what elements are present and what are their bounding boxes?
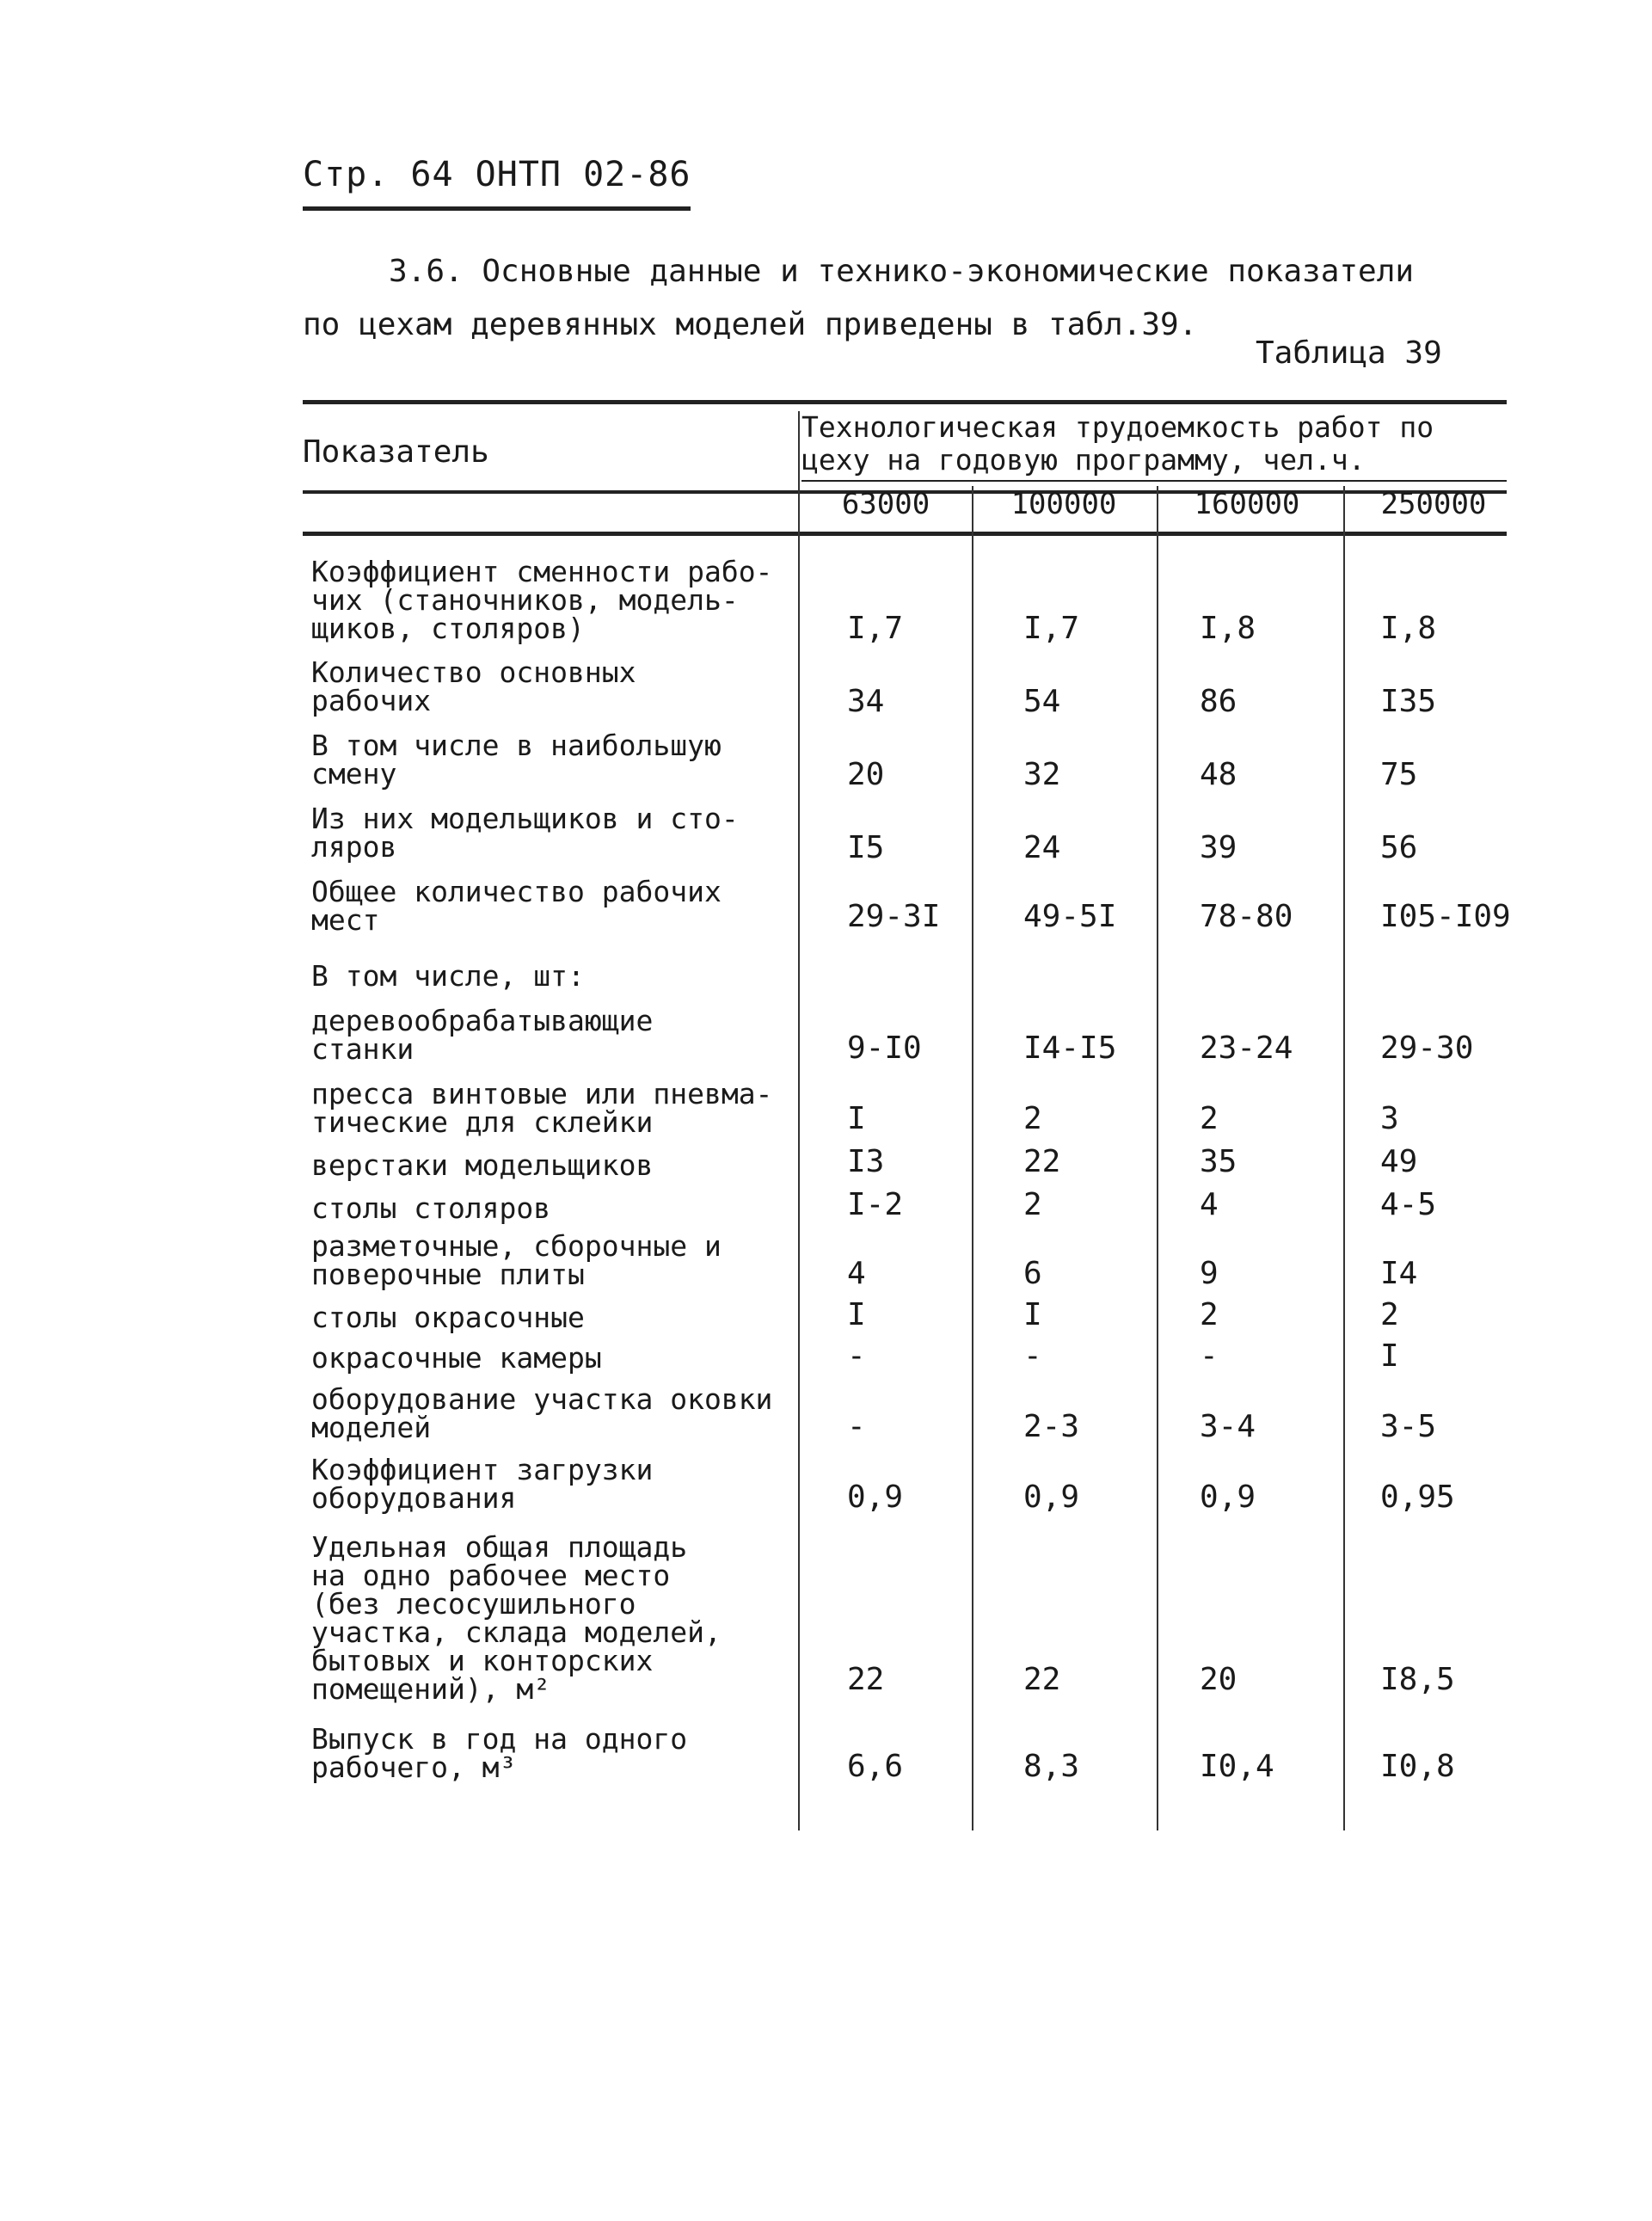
indicator-column-header: Показатель <box>303 434 489 470</box>
table-cell: 29-30 <box>1380 1031 1474 1066</box>
table-cell: I,8 <box>1200 611 1256 646</box>
row-label: оборудование участка оковки моделей <box>311 1382 773 1444</box>
row-label: Общее количество рабочих мест <box>311 875 722 937</box>
row-label: Коэффициент сменности рабо- чих (станочников, модель- щиков, столяров) <box>311 555 773 645</box>
table-cell: I0,4 <box>1200 1749 1274 1784</box>
table-cell: 4-5 <box>1380 1187 1437 1222</box>
table-cell: 2 <box>1023 1187 1042 1222</box>
table-cell: 4 <box>847 1256 866 1291</box>
table-cell: 6,6 <box>847 1749 904 1784</box>
row-label: столы окрасочные <box>311 1301 585 1334</box>
table-cell: 78-80 <box>1200 899 1293 934</box>
table-cell: 48 <box>1200 757 1237 792</box>
row-label: разметочные, сборочные и поверочные плиты <box>311 1229 722 1291</box>
table-cell: I4-I5 <box>1023 1031 1117 1066</box>
row-label: столы столяров <box>311 1191 551 1225</box>
table-cell: 2-3 <box>1023 1409 1080 1444</box>
row-label: В том числе, шт: <box>311 959 585 993</box>
table-cell: 2 <box>1200 1101 1219 1136</box>
table-cell: 22 <box>1023 1144 1061 1179</box>
table-cell: 3-5 <box>1380 1409 1437 1444</box>
table-cell: 6 <box>1023 1256 1042 1291</box>
table-cell: 2 <box>1380 1297 1399 1332</box>
table-cell: 56 <box>1380 830 1418 865</box>
row-label: пресса винтовые или пневма- тические для склейки <box>311 1077 773 1139</box>
table-cell: I05-I09 <box>1380 899 1511 934</box>
table-cell: 9 <box>1200 1256 1219 1291</box>
header-bottom-rule <box>303 532 1507 536</box>
page-header: Стр. 64 ОНТП 02-86 <box>303 155 691 211</box>
table-cell: 0,9 <box>1023 1480 1080 1515</box>
table-cell: 2 <box>1023 1101 1042 1136</box>
table-cell: 22 <box>847 1662 885 1697</box>
table-cell: - <box>1200 1338 1219 1374</box>
table-cell: 49-5I <box>1023 899 1117 934</box>
table-cell: 32 <box>1023 757 1061 792</box>
row-label: Удельная общая площадь на одно рабочее место (без лесосушильного участка, склада моделей, бытовых и конторских помещений), м² <box>311 1530 722 1706</box>
table-cell: I,7 <box>847 611 904 646</box>
intro-line-1: 3.6. Основные данные и технико-экономические показатели <box>389 254 1415 289</box>
table-cell: 23-24 <box>1200 1031 1293 1066</box>
table-cell: 3 <box>1380 1101 1399 1136</box>
table-cell: 34 <box>847 684 885 719</box>
row-label: Выпуск в год на одного рабочего, м³ <box>311 1722 688 1784</box>
table-cell: 8,3 <box>1023 1749 1080 1784</box>
table-cell: I <box>1380 1338 1399 1374</box>
table-cell: I-2 <box>847 1187 904 1222</box>
table-cell: 2 <box>1200 1297 1219 1332</box>
table-cell: - <box>847 1338 866 1374</box>
column-header-100000: 100000 <box>1010 487 1117 521</box>
table-caption: Таблица 39 <box>1256 335 1442 371</box>
table-cell: 39 <box>1200 830 1237 865</box>
table-cell: I,7 <box>1023 611 1080 646</box>
table-cell: 4 <box>1200 1187 1219 1222</box>
table-cell: - <box>1023 1338 1042 1374</box>
table-cell: 49 <box>1380 1144 1418 1179</box>
table-cell: 22 <box>1023 1662 1061 1697</box>
table-cell: I35 <box>1380 684 1437 719</box>
table-cell: 20 <box>1200 1662 1237 1697</box>
table-cell: 0,9 <box>847 1480 904 1515</box>
row-label: верстаки модельщиков <box>311 1148 654 1182</box>
table-cell: 0,95 <box>1380 1480 1455 1515</box>
labor-intensity-header: Технологическая трудоемкость работ по цеху на годовую программу, чел.ч. <box>801 410 1434 477</box>
row-label: Из них модельщиков и сто- ляров <box>311 802 739 864</box>
column-header-63000: 63000 <box>841 487 930 521</box>
table-cell: - <box>847 1409 866 1444</box>
table-cell: I8,5 <box>1380 1662 1455 1697</box>
table-cell: 86 <box>1200 684 1237 719</box>
table-cell: I3 <box>847 1144 885 1179</box>
table-cell: I,8 <box>1380 611 1437 646</box>
table-cell: 24 <box>1023 830 1061 865</box>
span-header-underline <box>801 480 1507 482</box>
row-label: окрасочные камеры <box>311 1341 602 1375</box>
table-cell: 9-I0 <box>847 1031 922 1066</box>
table-cell: I <box>847 1297 866 1332</box>
column-header-160000: 160000 <box>1194 487 1300 521</box>
intro-line-2: по цехам деревянных моделей приведены в табл.39. <box>303 307 1198 342</box>
table-cell: 20 <box>847 757 885 792</box>
table-cell: I4 <box>1380 1256 1418 1291</box>
table-cell: 54 <box>1023 684 1061 719</box>
table-cell: 35 <box>1200 1144 1237 1179</box>
table-cell: 3-4 <box>1200 1409 1256 1444</box>
row-label: В том числе в наибольшую смену <box>311 729 722 791</box>
table-cell: 29-3I <box>847 899 941 934</box>
table-cell: I <box>847 1101 866 1136</box>
column-header-250000: 250000 <box>1380 487 1487 521</box>
table-cell: 0,9 <box>1200 1480 1256 1515</box>
table-cell: 75 <box>1380 757 1418 792</box>
table-cell: I <box>1023 1297 1042 1332</box>
row-label: деревообрабатывающие станки <box>311 1004 654 1066</box>
table-cell: I5 <box>847 830 885 865</box>
row-label: Коэффициент загрузки оборудования <box>311 1453 654 1515</box>
table-top-rule <box>303 400 1507 404</box>
row-label: Количество основных рабочих <box>311 655 636 717</box>
table-cell: I0,8 <box>1380 1749 1455 1784</box>
